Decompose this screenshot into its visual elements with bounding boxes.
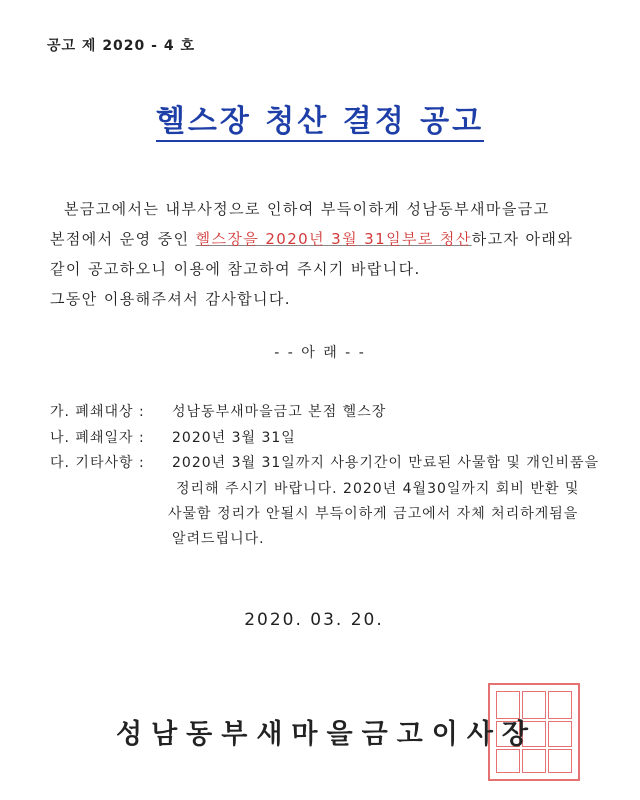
item-text: 성남동부새마을금고 본점 헬스장 [172,404,387,420]
item-label: 나. 폐쇄일자 : [50,430,145,446]
notice-date: 2020. 03. 20. [244,610,384,630]
section-heading: - - 아 래 - - [274,345,366,361]
highlighted-text: 헬스장을 2020년 3월 31일부로 청산 [195,230,472,248]
item-text-continued: 정리해 주시기 바랍니다. 2020년 4월30일까지 회비 반환 및 [176,481,580,497]
body-line-2 [50,228,573,249]
item-label: 다. 기타사항 : [50,455,145,471]
item-text: 2020년 3월 31일까지 사용기간이 만료된 사물함 및 개인비품을 [172,455,600,471]
notice-number: 공고 제 2020 - 4 호 [47,38,195,54]
item-text-continued: 사물함 정리가 안될시 부득이하게 금고에서 자체 처리하게됨을 [168,506,579,522]
document-title [0,96,640,140]
item-text: 2020년 3월 31일 [172,430,296,446]
item-label: 가. 폐쇄대상 : [50,404,145,420]
body-text: 하고자 아래와 [471,230,574,248]
title-text: 헬스장 청산 결정 공고 [156,104,484,142]
body-text: 본점에서 운영 중인 [50,230,196,248]
body-line-1: 본금고에서는 내부사정으로 인하여 부득이하게 성남동부새마을금고 [64,200,550,218]
body-line-3: 같이 공고하오니 이용에 참고하여 주시기 바랍니다. [50,260,421,278]
item-text-continued: 알려드립니다. [172,531,265,547]
signature: 성남동부새마을금고이사장 [116,719,537,750]
body-line-4: 그동안 이용해주셔서 감사합니다. [50,290,291,308]
